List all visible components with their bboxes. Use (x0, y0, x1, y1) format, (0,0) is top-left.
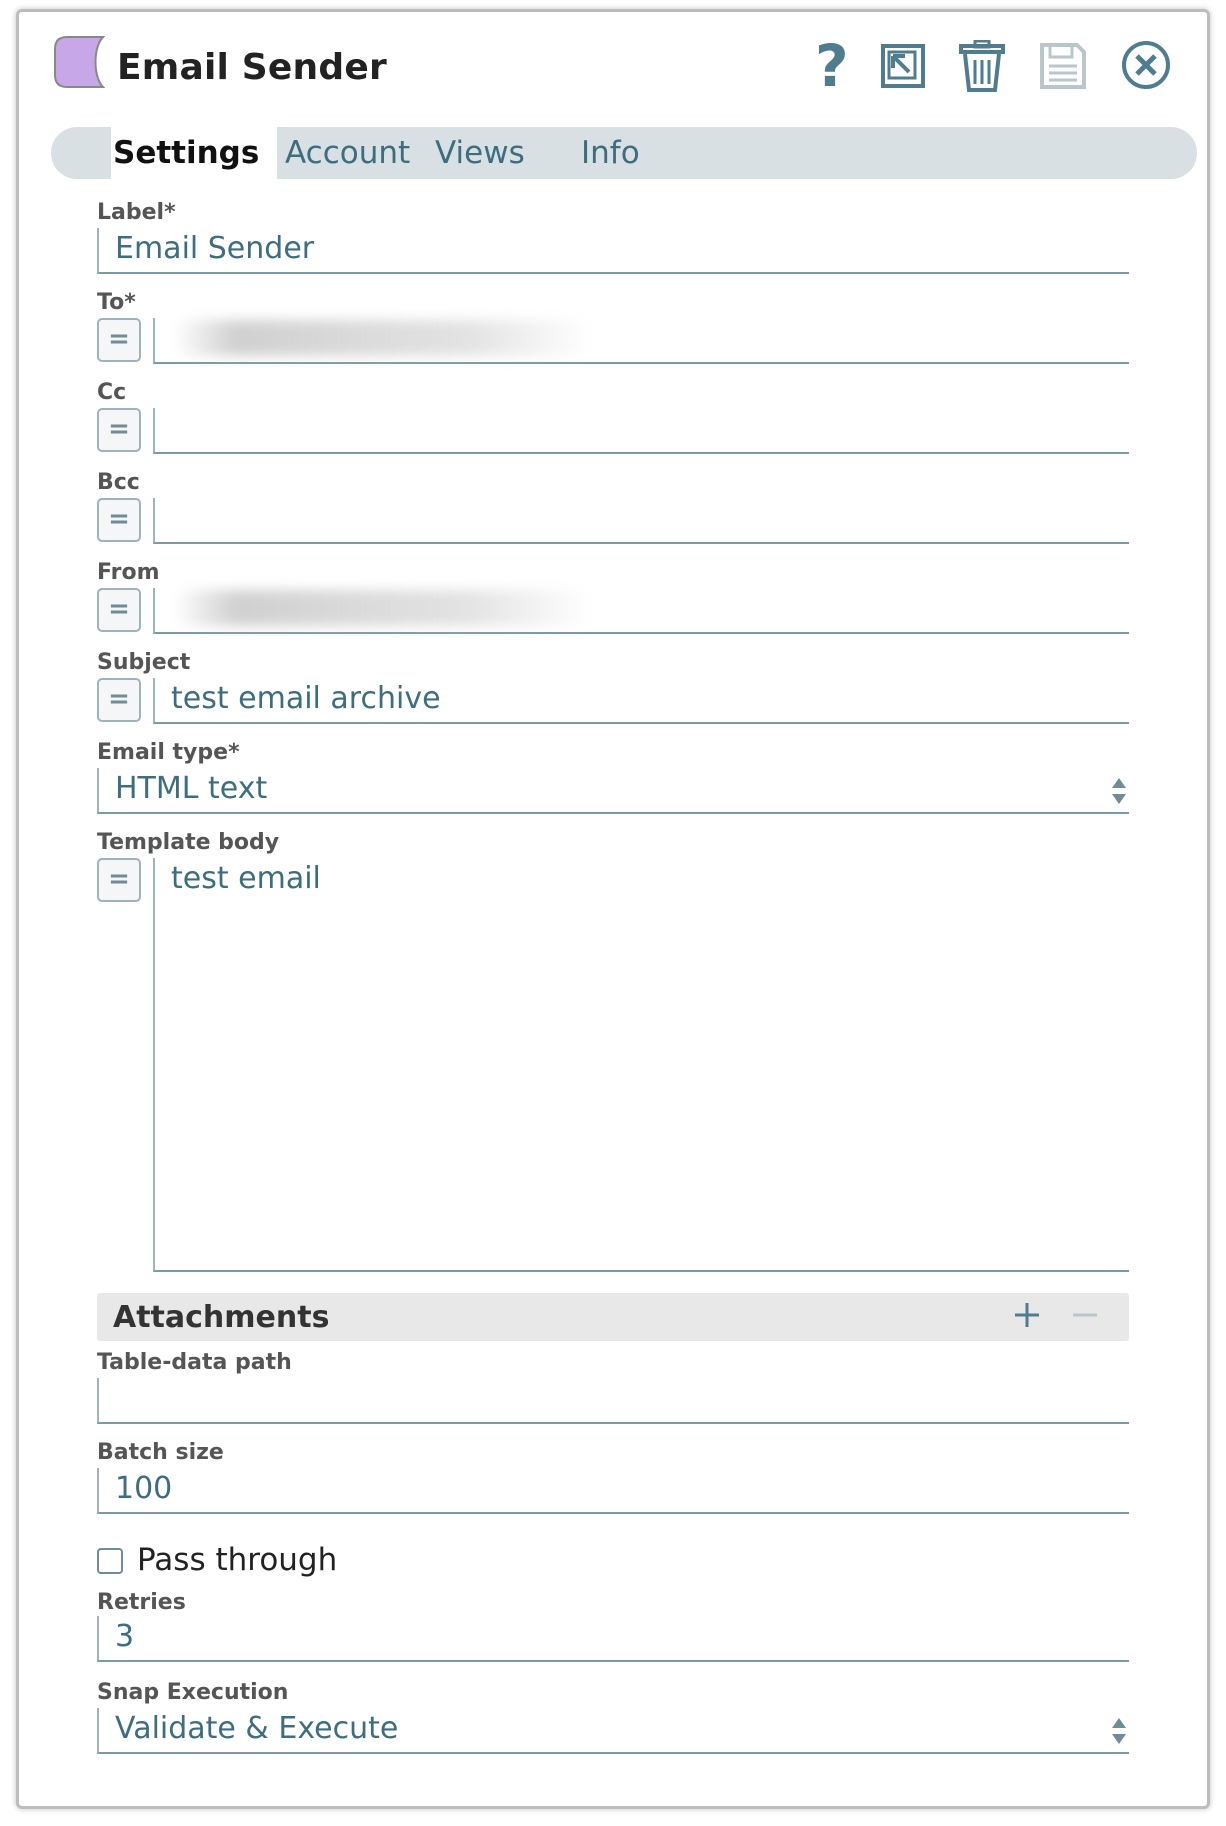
bcc-field-label: Bcc (97, 470, 140, 495)
trash-icon[interactable] (959, 40, 1005, 92)
tab-views[interactable]: Views (435, 135, 525, 171)
email-type-select[interactable] (97, 768, 1129, 814)
to-expression-toggle[interactable]: = (97, 318, 141, 362)
add-attachment-icon[interactable] (1011, 1299, 1043, 1331)
retries-input[interactable]: 3 (97, 1616, 1129, 1662)
to-field-label: To* (97, 290, 136, 315)
help-icon[interactable]: ? (815, 32, 849, 100)
template-body-field-label: Template body (97, 830, 280, 855)
subject-expression-toggle[interactable]: = (97, 678, 141, 722)
pass-through-checkbox[interactable] (97, 1548, 123, 1574)
from-input[interactable] (153, 588, 1129, 634)
template-body-expression-toggle[interactable]: = (97, 858, 141, 902)
redacted-value (173, 320, 593, 356)
subject-input[interactable]: test email archive (153, 678, 1129, 724)
save-icon[interactable] (1039, 42, 1087, 90)
attachments-title: Attachments (113, 1300, 330, 1335)
bcc-input[interactable] (153, 498, 1129, 544)
label-input[interactable]: Email Sender (97, 228, 1129, 274)
snap-execution-select[interactable] (97, 1708, 1129, 1754)
bcc-expression-toggle[interactable]: = (97, 498, 141, 542)
from-expression-toggle[interactable]: = (97, 588, 141, 632)
snap-settings-dialog (16, 9, 1210, 1809)
from-field-label: From (97, 560, 160, 585)
email-type-value: HTML text (115, 771, 268, 806)
batch-size-field-label: Batch size (97, 1440, 224, 1465)
to-input[interactable] (153, 318, 1129, 364)
attachments-section-header (97, 1293, 1129, 1341)
tab-bar (51, 127, 1197, 179)
remove-attachment-icon[interactable] (1069, 1299, 1101, 1331)
template-body-textarea[interactable]: test email (153, 858, 1129, 1272)
pass-through-label: Pass through (137, 1542, 338, 1578)
close-icon[interactable] (1121, 40, 1171, 90)
select-arrows-icon (1111, 1716, 1127, 1746)
subject-field-label: Subject (97, 650, 191, 675)
snap-execution-value: Validate & Execute (115, 1711, 399, 1746)
table-data-path-input[interactable] (97, 1378, 1129, 1424)
retries-field-label: Retries (97, 1590, 186, 1615)
tab-settings[interactable]: Settings (113, 135, 260, 171)
select-arrows-icon (1111, 776, 1127, 806)
tab-info[interactable]: Info (581, 135, 640, 171)
email-type-field-label: Email type* (97, 740, 240, 765)
restore-window-icon[interactable] (879, 42, 927, 90)
table-data-path-field-label: Table-data path (97, 1350, 292, 1375)
redacted-value (173, 590, 593, 626)
label-field-label: Label* (97, 200, 176, 225)
cc-expression-toggle[interactable]: = (97, 408, 141, 452)
dialog-header (19, 12, 1207, 122)
tab-account[interactable]: Account (285, 135, 411, 171)
dialog-title: Email Sender (117, 47, 387, 88)
cc-field-label: Cc (97, 380, 127, 405)
batch-size-input[interactable]: 100 (97, 1468, 1129, 1514)
snap-execution-field-label: Snap Execution (97, 1680, 289, 1705)
snap-type-icon (53, 35, 105, 89)
cc-input[interactable] (153, 408, 1129, 454)
